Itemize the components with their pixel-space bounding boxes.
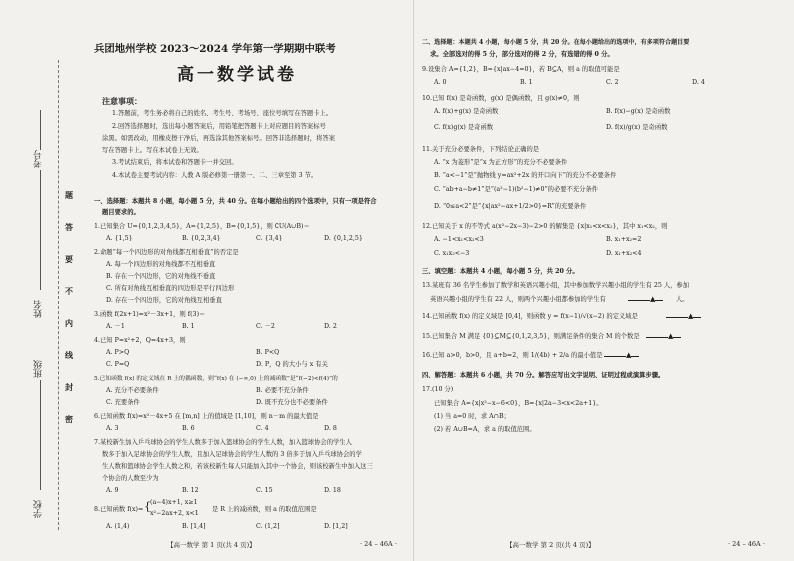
q6-stem: 6.已知函数 f(x)=x²－4x+5 在 [m,n] 上的值域是 [1,10]，则 n－m 的最大值是	[94, 413, 319, 420]
q8-opt-b: B. [1,4]	[182, 523, 206, 530]
q13-line1: 13.某班有 36 名学生参加了数学和英语兴趣小组，其中参加数学兴趣小组的学生有 25 人，参加	[422, 282, 690, 289]
q9-opt-d: D. 4	[692, 79, 705, 86]
seal-char: 密	[65, 414, 73, 424]
q10-stem: 10.已知 f(x) 是奇函数，g(x) 是偶函数，且 g(x)≠0，则	[422, 95, 580, 102]
q5-opt-d: D. 既不充分也不必要条件	[256, 399, 328, 406]
page-1	[92, 0, 414, 561]
q13-tail: 人。	[676, 296, 689, 303]
q2-stem: 2.命题“每一个四边形的对角线都互相垂直”的否定是	[94, 249, 239, 256]
seal-char: 不	[65, 286, 73, 296]
section1-title-cont: 题目要求的。	[102, 209, 140, 216]
q8-case-2: x²−2ax+2, x<1	[150, 510, 199, 517]
q5-stem: 5.已知函数 f(x) 的定义域在 R 上的偶函数，则“f(x) 在 (−∞,0) 上的减函数”是“f(−2)<f(4)”的	[94, 376, 338, 382]
paper-code: · 24 – 46A ·	[360, 540, 397, 548]
q11-opt-b: B. “a<−1”是“抛物线 y=ax²+2x 的开口向下”的充分不必要条件	[434, 172, 617, 179]
q17-line: (2) 若 A∪B=A，求 a 的取值范围。	[434, 426, 536, 433]
section3-title: 三、填空题：本题共 4 小题，每小题 5 分，共 20 分。	[422, 268, 579, 275]
seal-char: 封	[65, 382, 73, 392]
note-line: 1.答题前，考生务必将自己的姓名、考生号、考场号、座位号填写在答题卡上。	[112, 110, 333, 117]
q11-opt-c: C. “ab+a−b≠1”是“(a²−1)(b²−1)≠0”的必要不充分条件	[434, 186, 599, 193]
q2-opt-a: A. 每一个四边形的对角线都不互相垂直	[106, 261, 216, 268]
fill-line	[40, 170, 41, 290]
q17-line: 已知集合 A={x|x²−x−6<0}，B={x|2a−3<x<2a+1}。	[434, 400, 603, 407]
q8-opt-a: A. (1,4)	[106, 523, 130, 530]
exam-title: 高一数学试卷	[177, 65, 297, 85]
answer-mark-icon: ▲	[668, 332, 674, 340]
q4-stem: 4.已知 P=x²+2，Q=4x+3，则	[94, 337, 186, 344]
section1-title: 一、选择题：本题共 8 小题，每小题 5 分，共 40 分。在每小题给出的四个选项中，只有一项是符合	[94, 198, 377, 205]
note-line: 3.考试结束后，将本试卷和答题卡一并交回。	[112, 159, 238, 166]
q14-answer-blank	[666, 311, 701, 321]
binding-margin	[0, 0, 92, 561]
q2-opt-c: C. 所有对角线互相垂直的四边形是平行四边形	[106, 285, 235, 292]
q8-opt-c: C. (1,2]	[256, 523, 280, 530]
q4-opt-d: D. P，Q 的大小与 x 有关	[256, 361, 328, 368]
q3-opt-b: B. 1	[182, 323, 195, 330]
q2-opt-b: B. 存在一个四边形，它的对角线不垂直	[106, 273, 216, 280]
q15-answer-blank	[646, 331, 681, 341]
q10-opt-a: A. f(x)+g(x) 是奇函数	[434, 108, 499, 115]
name-label: 姓名	[34, 300, 44, 318]
answer-mark-icon: ▲	[688, 312, 694, 320]
seal-char: 内	[65, 318, 73, 328]
answer-mark-icon: ▲	[650, 295, 656, 303]
seal-char: 答	[65, 222, 73, 232]
note-line: 涂黑。如需改动，用橡皮擦干净后，再选涂其他答案标号。回答非选择题时，将答案	[102, 135, 335, 142]
q10-opt-b: B. f(x)−g(x) 是奇函数	[606, 108, 671, 115]
section2-title-cont: 求。全部选对的得 5 分，部分选对的得 2 分，有选错的得 0 分。	[430, 51, 614, 58]
q5-opt-b: B. 必要不充分条件	[256, 387, 309, 394]
q3-opt-a: A. －1	[106, 323, 125, 330]
q13-answer-blank	[628, 294, 663, 304]
fill-line	[40, 110, 41, 150]
section4-title: 四、解答题：本题共 6 小题，共 70 分。解答应写出文字说明、证明过程或演算步骤。	[422, 372, 665, 379]
fill-line	[40, 380, 41, 490]
q7-line: 数多于加入足球协会的学生人数，且加入足球协会的学生人数的 3 倍多于加入乒乓球协会的学	[102, 451, 362, 458]
q10-opt-d: D. f(x)/g(x) 是奇函数	[606, 124, 668, 131]
page-2	[420, 0, 790, 561]
q3-opt-c: C. －2	[256, 323, 275, 330]
seal-char: 要	[65, 254, 73, 264]
q5-opt-c: C. 充要条件	[106, 399, 140, 406]
q11-opt-a: A. “x 为菱形”是“x 为正方形”的充分不必要条件	[434, 159, 568, 166]
paper-code: · 24 – 46A ·	[728, 540, 765, 548]
q1-opt-a: A. {1,5}	[106, 235, 133, 242]
q12-opt-b: B. x₁+x₂=2	[606, 236, 642, 243]
q17-head: 17.(10 分)	[422, 386, 454, 393]
q8-case-1: (a−4)x+1, x≥1	[150, 499, 198, 506]
seal-line	[58, 60, 59, 530]
q12-opt-a: A. −1<x₁<x₂<3	[434, 236, 484, 243]
q7-opt-a: A. 9	[106, 487, 119, 494]
q6-opt-b: B. 6	[182, 425, 195, 432]
q7-line: 个协会的人数至少为	[102, 475, 159, 482]
q11-opt-d: D. “0≤a<2”是“{x|ax²−ax+1/2>0}=R”的充要条件	[434, 203, 587, 210]
q7-opt-c: C. 15	[256, 487, 273, 494]
q8-stem: 8.已知函数 f(x)=	[94, 506, 144, 513]
q17-line: (1) 当 a=0 时，求 A∩B；	[434, 413, 510, 420]
school-label: 学校	[34, 500, 44, 518]
notes-title: 注意事项：	[102, 96, 142, 106]
answer-mark-icon: ▲	[626, 351, 632, 359]
q5-opt-a: A. 充分不必要条件	[106, 387, 159, 394]
q9-opt-c: C. 2	[606, 79, 619, 86]
q9-opt-b: B. 1	[520, 79, 533, 86]
q7-opt-b: B. 12	[182, 487, 199, 494]
seal-char: 题	[65, 190, 73, 200]
page-footer: 【高一数学 第 2 页(共 4 页)】	[506, 541, 595, 549]
exam-header: 兵团地州学校 2023～2024 学年第一学期期中联考	[94, 43, 336, 55]
q12-opt-c: C. x₁x₂<−3	[434, 250, 470, 257]
q7-line: 生人数和篮球协会学生人数之和，若该校新生每人只能加入其中一个协会，则该校新生中加入这三	[102, 463, 373, 470]
section2-title: 二、选择题：本题共 4 小题，每小题 5 分，共 20 分。在每小题给出的选项中，有多项符合题目要	[422, 39, 690, 46]
q6-opt-a: A. 3	[106, 425, 119, 432]
q3-stem: 3.函数 f(2x+1)=x²－3x+1，则 f(3)＝	[94, 311, 206, 318]
q16-stem: 16.已知 a>0，b>0，且 a+b=2，则 1/(4b) + 2/a 的最小值是	[422, 352, 603, 359]
q7-opt-d: D. 18	[324, 487, 341, 494]
q1-stem: 1.已知集合 U={0,1,2,3,4,5}，A={1,2,5}，B={0,1,5}，则 ∁U(A∪B)＝	[94, 223, 310, 230]
q2-opt-d: D. 存在一个四边形，它的对角线互相垂直	[106, 297, 222, 304]
note-line: 2.回答选择题时，选出每小题答案后，用铅笔把答题卡上对应题目的答案标号	[112, 123, 326, 130]
page-footer: 【高一数学 第 1 页(共 4 页)】	[167, 541, 256, 549]
q8-brace: {	[144, 500, 151, 513]
q6-opt-c: C. 4	[256, 425, 269, 432]
q9-stem: 9.设集合 A={1,2}，B={x|ax−4=0}，若 B⊆A，则 a 的取值可能是	[422, 66, 620, 73]
class-label: 班级	[34, 360, 44, 378]
q1-opt-c: C. {3,4}	[256, 235, 283, 242]
q12-stem: 12.已知关于 x 的不等式 a(x²−2x−3)−2>0 的解集是 {x|x₁<x<x₂}，其中 x₁<x₂，则	[422, 223, 668, 230]
q14-stem: 14.已知函数 f(x) 的定义域是 [0,4]，则函数 y = f(x−1)/√(x−2) 的定义域是	[422, 313, 638, 320]
q4-opt-c: C. P=Q	[106, 361, 130, 368]
q1-opt-d: D. {0,1,2,5}	[324, 235, 363, 242]
q11-stem: 11.关于充分必要条件，下列结论正确的是	[422, 146, 540, 153]
note-line: 写在答题卡上。写在本试卷上无效。	[102, 147, 203, 154]
q15-stem: 15.已知集合 M 满足 {0}⊆M⊆{0,1,2,3,5}，则满足条件的集合 M 的个数是	[422, 333, 640, 340]
q4-opt-b: B. P<Q	[256, 349, 280, 356]
q7-line: 7.某校新生加入乒乓球协会的学生人数多于加入篮球协会的学生人数，加入篮球协会的学生人	[94, 439, 352, 446]
q3-opt-d: D. 2	[324, 323, 337, 330]
q9-opt-a: A. 0	[434, 79, 447, 86]
q16-answer-blank	[604, 350, 639, 360]
q10-opt-c: C. f(x)g(x) 是奇函数	[434, 124, 494, 131]
q1-opt-b: B. {0,2,3,4}	[182, 235, 221, 242]
q8-opt-d: D. [1,2]	[324, 523, 348, 530]
kaohao-label: 考号	[34, 150, 44, 168]
q13-line2: 英语兴趣小组的学生有 22 人，则两个兴趣小组都参加的学生有	[430, 296, 606, 303]
q8-tail: 是 R 上的减函数，则 a 的取值范围是	[212, 506, 317, 513]
seal-char: 线	[65, 350, 73, 360]
note-line: 4.本试卷主要考试内容：人教 A 版必修第一册第一、二、三章至第 3 节。	[112, 172, 318, 179]
q6-opt-d: D. 8	[324, 425, 337, 432]
q12-opt-d: D. x₁+x₂<4	[606, 250, 642, 257]
q4-opt-a: A. P>Q	[106, 349, 130, 356]
